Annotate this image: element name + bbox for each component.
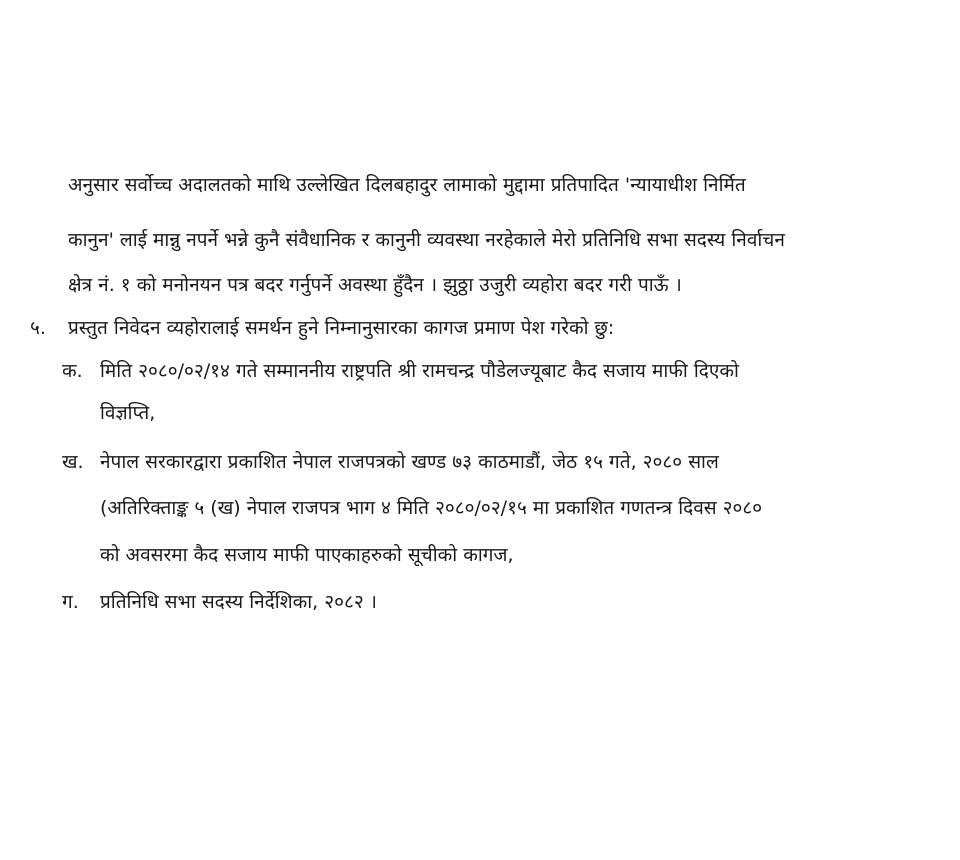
- point-text: प्रस्तुत निवेदन व्यहोरालाई समर्थन हुने निम्नानुसारका कागज प्रमाण पेश गरेको छु:: [68, 317, 615, 339]
- paragraph-line: क्षेत्र नं. १ को मनोनयन पत्र बदर गर्नुपर्ने अवस्था हुँदैन । झुठ्ठा उजुरी व्यहोरा बदर गरी पाऊँ ।: [68, 274, 682, 296]
- list-item-line: मिति २०८०/०२/१४ गते सम्माननीय राष्ट्रपति श्री रामचन्द्र पौडेलज्यूबाट कैद सजाय माफी दिएको: [100, 360, 739, 382]
- list-item-line: को अवसरमा कैद सजाय माफी पाएकाहरुको सूचीको कागज,: [100, 544, 514, 566]
- list-item-line: नेपाल सरकारद्वारा प्रकाशित नेपाल राजपत्रको खण्ड ७३ काठमाडौं, जेठ १५ गते, २०८० साल: [100, 451, 719, 473]
- list-item-line: प्रतिनिधि सभा सदस्य निर्देशिका, २०८२ ।: [100, 591, 377, 613]
- paragraph-line: कानुन' लाई मान्नु नपर्ने भन्ने कुनै संवैधानिक र कानुनी व्यवस्था नरहेकाले मेरो प्रतिनिधि सभा सदस्य निर्वाचन: [68, 229, 785, 251]
- list-item-line: (अतिरिक्ताङ्क ५ (ख) नेपाल राजपत्र भाग ४ मिति २०८०/०२/१५ मा प्रकाशित गणतन्त्र दिवस २०८०: [100, 497, 763, 519]
- list-item-marker: क.: [62, 360, 83, 382]
- point-number: ५.: [30, 317, 46, 339]
- list-item-marker: ग.: [62, 591, 79, 613]
- list-item-line: विज्ञप्ति,: [100, 402, 156, 424]
- list-item-marker: ख.: [62, 451, 84, 473]
- paragraph-line: अनुसार सर्वोच्च अदालतको माथि उल्लेखित दिलबहादुर लामाको मुद्दामा प्रतिपादित 'न्यायाधीश निर्मित: [68, 174, 746, 196]
